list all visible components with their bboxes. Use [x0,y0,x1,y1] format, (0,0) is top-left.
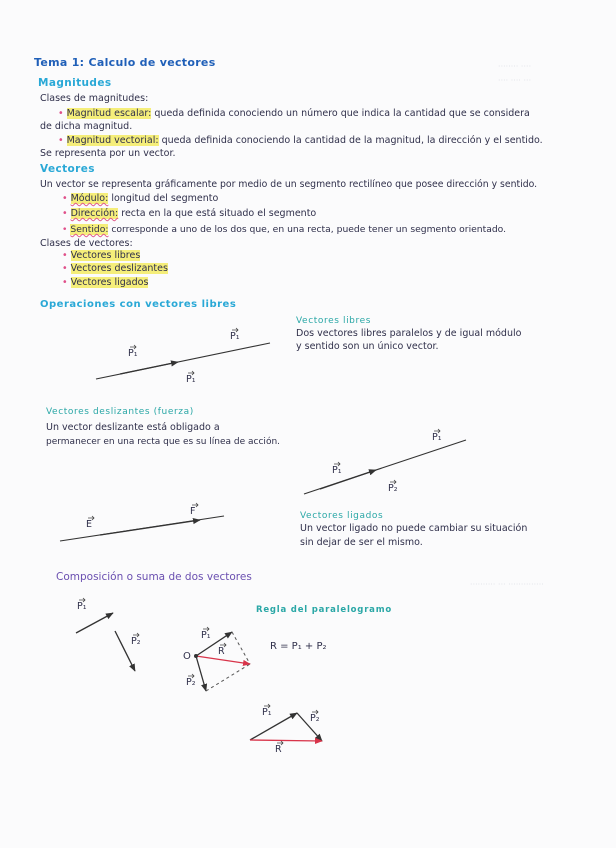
direccion-term: Dirección: [70,208,119,219]
modulo-text: longitud del segmento [111,193,219,204]
vectorial-text: queda definida conociendo la cantidad de la magnitud, la dirección y el sentido. [161,135,543,146]
p2-vector [115,631,135,671]
libres-arrow [120,362,178,374]
sentido-term: Sentido: [70,224,109,235]
label-arrows [79,328,440,745]
vectorial-text-cont: Se representa por un vector. [40,148,176,159]
p1-label: P₁ [201,630,211,641]
escalar-line: • Magnitud escalar: queda definida conociendo un número que indica la cantidad que se considera [58,108,530,119]
clase-ligados: Vectores ligados [70,277,149,288]
bleed-through: ·············· ··· ·········· [470,580,544,589]
p1-label: P₁ [262,707,272,718]
libres-text-cont: y sentido son un único vector. [296,341,439,352]
clase-item: • Vectores deslizantes [62,263,168,274]
p1-label: P₁ [230,331,240,342]
deslizantes-text-cont: permanecer en una recta que es su línea de acción. [46,437,281,447]
clase-item: • Vectores ligados [62,277,149,288]
origin-point [194,654,198,658]
origin-label: O [183,651,191,662]
deslizantes-title: Vectores deslizantes (fuerza) [46,407,194,417]
p1-label: P₁ [77,601,87,612]
modulo-term: Módulo: [70,193,109,204]
vector-item-sentido: • Sentido: corresponde a uno de los dos que, en una recta, puede tener un segmento orientado. [62,224,507,235]
direccion-text: recta en la que está situado el segmento [121,208,317,219]
para-p2 [196,656,206,691]
bleed-through: ···· ········ [498,62,532,71]
escalar-text: queda definida conociendo un número que indica la cantidad que se considera [154,108,530,119]
clases-intro: Clases de vectores: [40,238,133,249]
clase-libres: Vectores libres [70,250,141,261]
para-dash-2 [206,664,250,691]
libres-title: Vectores libres [296,316,372,326]
f-label: F [190,506,196,517]
clase-item: • Vectores libres [62,250,141,261]
p1-vector [76,613,113,633]
p1-label: P₁ [332,465,342,476]
vectorial-term: Magnitud vectorial: [66,135,159,146]
vectorial-line: • Magnitud vectorial: queda definida conociendo la cantidad de la magnitud, la dirección y el sentido. [58,135,543,146]
escalar-term: Magnitud escalar: [66,108,152,119]
p1-label: P₁ [128,348,138,359]
page-title: Tema 1: Calculo de vectores [34,56,216,69]
composicion-heading: Composición o suma de dos vectores [56,571,252,583]
deslizantes-text: Un vector deslizante está obligado a [46,422,220,433]
ligados-text-cont: sin dejar de ser el mismo. [300,537,423,548]
bleed-through: ··· ···· ···· [498,76,532,85]
p2-label: P₂ [310,713,320,724]
tri-resultant [250,740,322,741]
para-resultant [196,656,250,664]
sentido-text: corresponde a uno de los dos que, en una recta, puede tener un segmento orientado. [111,224,507,235]
ligados-text: Un vector ligado no puede cambiar su situación [300,523,528,534]
e-label: E [86,519,93,530]
libres-text: Dos vectores libres paralelos y de igual módulo [296,328,522,339]
magnitudes-heading: Magnitudes [38,77,112,89]
clase-deslizantes: Vectores deslizantes [70,263,168,274]
p2-label: P₂ [186,677,196,688]
p1-label: P₁ [186,374,196,385]
escalar-text-cont: de dicha magnitud. [40,121,133,132]
ligados-arrow [320,470,376,489]
para-p1 [196,632,232,656]
p2-label: P₂ [388,483,398,494]
para-dash-1 [232,632,250,664]
operaciones-heading: Operaciones con vectores libres [40,299,237,310]
r-label: R [275,744,282,755]
deslizante-arrow [100,520,200,535]
p1-label: P₁ [432,432,442,443]
tri-p2 [297,713,322,741]
vectores-heading: Vectores [40,163,95,175]
resultant-formula: R = P₁ + P₂ [270,641,327,652]
vector-item-direccion: • Dirección: recta en la que está situado el segmento [62,208,317,219]
r-label: R [218,646,225,657]
tri-p1 [250,713,297,740]
vector-item-modulo: • Módulo: longitud del segmento [62,193,219,204]
regla-paralelogramo: Regla del paralelogramo [256,605,393,615]
vectores-intro: Un vector se representa gráficamente por medio de un segmento rectilíneo que posee dirección y sentido. [40,179,538,190]
magnitudes-intro: Clases de magnitudes: [40,93,149,104]
ligados-title: Vectores ligados [300,511,384,521]
p2-label: P₂ [131,636,141,647]
